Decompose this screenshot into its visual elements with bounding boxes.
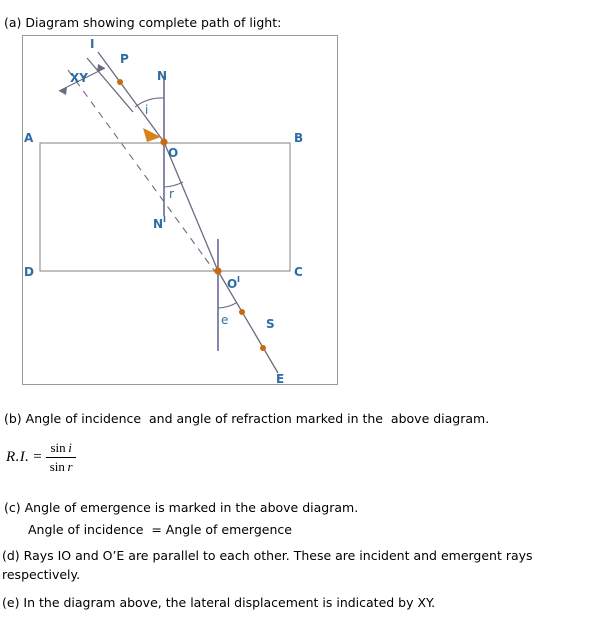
label-N: N — [157, 69, 168, 83]
glass-slab-rectangle — [40, 143, 290, 271]
point-o-prime-dot — [214, 267, 221, 274]
diagram-svg — [23, 36, 337, 384]
label-O-prime-base: O — [227, 277, 238, 291]
formula-equals: = — [33, 449, 42, 465]
formula-numerator-var: i — [68, 440, 72, 455]
point-o-dot — [160, 138, 167, 145]
label-angle-e: e — [221, 313, 229, 327]
incident-ray — [98, 52, 164, 142]
ray-dot-p — [117, 79, 123, 85]
text-part-d: (d) Rays IO and O’E are parallel to each other. These are incident and emergent rays respectively. — [2, 548, 533, 582]
formula-denominator — [46, 458, 77, 475]
angle-e-arc — [218, 303, 236, 308]
label-O-prime-sup: I — [237, 275, 240, 284]
label-C: C — [294, 265, 303, 279]
label-A: A — [24, 131, 34, 145]
label-angle-i: i — [145, 103, 149, 117]
ray-dot-s2 — [260, 345, 266, 351]
label-N-prime-sup: I — [163, 215, 166, 224]
refractive-index-formula — [6, 440, 77, 475]
text-part-e: (e) In the diagram above, the lateral displacement is indicated by XY. — [2, 595, 436, 610]
formula-lhs: R.I. — [6, 449, 30, 465]
label-P: P — [120, 52, 129, 66]
incident-ray-extension-dashed — [68, 70, 205, 258]
label-N-prime — [153, 215, 166, 231]
formula-fraction — [46, 440, 77, 475]
label-O-prime — [227, 275, 240, 291]
formula-numerator-fn: sin — [50, 440, 66, 455]
refracted-ray — [164, 142, 218, 271]
light-path-diagram — [22, 35, 338, 385]
formula-denominator-var: r — [67, 459, 73, 474]
label-O: O — [168, 146, 179, 160]
text-part-b: (b) Angle of incidence and angle of refraction marked in the above diagram. — [4, 411, 490, 426]
label-S: S — [266, 317, 275, 331]
label-B: B — [294, 131, 304, 145]
label-D: D — [24, 265, 34, 279]
label-angle-r: r — [169, 187, 174, 201]
text-part-c: (c) Angle of emergence is marked in the above diagram. — [4, 500, 359, 515]
text-part-c-equation: Angle of incidence = Angle of emergence — [28, 522, 292, 537]
angle-i-arc — [135, 98, 164, 107]
formula-numerator — [46, 440, 75, 458]
label-N-prime-base: N — [153, 217, 164, 231]
ray-dot-s1 — [239, 309, 245, 315]
label-XY: XY — [70, 71, 88, 85]
label-I: I — [90, 37, 95, 51]
heading-part-a: (a) Diagram showing complete path of light: — [4, 15, 282, 30]
formula-denominator-fn: sin — [49, 459, 65, 474]
label-E: E — [276, 372, 285, 384]
incident-ray-upper-segment — [87, 58, 133, 112]
